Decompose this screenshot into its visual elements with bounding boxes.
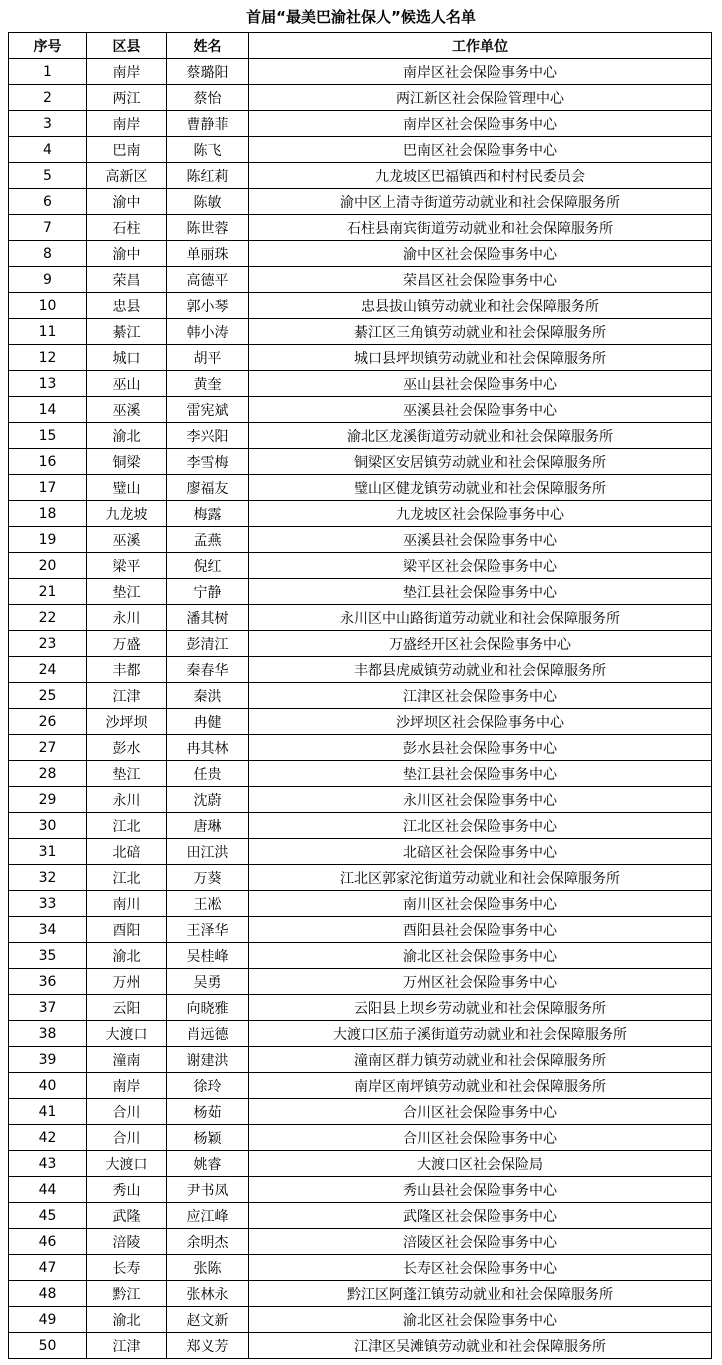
- table-row: [9, 319, 712, 345]
- cell-name: 王泽华: [167, 917, 249, 943]
- cell-name: 余明杰: [167, 1229, 249, 1255]
- cell-district: 酉阳: [87, 917, 167, 943]
- document-title: 首届“最美巴渝社保人”候选人名单: [246, 8, 476, 26]
- cell-number: 27: [9, 735, 87, 761]
- cell-number: 5: [9, 163, 87, 189]
- cell-number: 41: [9, 1099, 87, 1125]
- cell-district: 铜梁: [87, 449, 167, 475]
- table-row: [9, 371, 712, 397]
- cell-workplace: 渝中区上清寺街道劳动就业和社会保障服务所: [249, 189, 712, 215]
- cell-number: 26: [9, 709, 87, 735]
- cell-workplace: 江津区吴滩镇劳动就业和社会保障服务所: [249, 1333, 712, 1359]
- cell-number: 49: [9, 1307, 87, 1333]
- candidate-table: [8, 32, 712, 1359]
- cell-name: 向晓雅: [167, 995, 249, 1021]
- cell-workplace: 黔江区阿蓬江镇劳动就业和社会保障服务所: [249, 1281, 712, 1307]
- cell-district: 长寿: [87, 1255, 167, 1281]
- cell-district: 永川: [87, 787, 167, 813]
- cell-number: 15: [9, 423, 87, 449]
- cell-workplace: 南岸区南坪镇劳动就业和社会保障服务所: [249, 1073, 712, 1099]
- cell-name: 秦洪: [167, 683, 249, 709]
- table-row: [9, 111, 712, 137]
- cell-number: 10: [9, 293, 87, 319]
- cell-name: 冉健: [167, 709, 249, 735]
- cell-workplace: 两江新区社会保险管理中心: [249, 85, 712, 111]
- cell-name: 谢建洪: [167, 1047, 249, 1073]
- cell-workplace: 江北区郭家沱街道劳动就业和社会保障服务所: [249, 865, 712, 891]
- cell-district: 荣昌: [87, 267, 167, 293]
- cell-district: 丰都: [87, 657, 167, 683]
- cell-district: 两江: [87, 85, 167, 111]
- cell-number: 40: [9, 1073, 87, 1099]
- cell-name: 高德平: [167, 267, 249, 293]
- cell-district: 垫江: [87, 761, 167, 787]
- cell-district: 潼南: [87, 1047, 167, 1073]
- cell-workplace: 秀山县社会保险事务中心: [249, 1177, 712, 1203]
- cell-name: 任贵: [167, 761, 249, 787]
- cell-name: 吴桂峰: [167, 943, 249, 969]
- cell-name: 陈红莉: [167, 163, 249, 189]
- cell-number: 11: [9, 319, 87, 345]
- cell-workplace: 永川区中山路街道劳动就业和社会保障服务所: [249, 605, 712, 631]
- cell-workplace: 沙坪坝区社会保险事务中心: [249, 709, 712, 735]
- table-row: [9, 1229, 712, 1255]
- cell-number: 45: [9, 1203, 87, 1229]
- cell-district: 渝北: [87, 1307, 167, 1333]
- cell-number: 32: [9, 865, 87, 891]
- cell-district: 秀山: [87, 1177, 167, 1203]
- table-row: [9, 657, 712, 683]
- cell-number: 25: [9, 683, 87, 709]
- table-row: [9, 85, 712, 111]
- table-row: [9, 189, 712, 215]
- cell-name: 吴勇: [167, 969, 249, 995]
- header-name: 姓名: [167, 33, 249, 59]
- cell-district: 渝北: [87, 423, 167, 449]
- cell-number: 30: [9, 813, 87, 839]
- table-row: [9, 1125, 712, 1151]
- cell-district: 巫溪: [87, 527, 167, 553]
- cell-name: 沈蔚: [167, 787, 249, 813]
- table-row: [9, 553, 712, 579]
- cell-workplace: 巫山县社会保险事务中心: [249, 371, 712, 397]
- cell-number: 37: [9, 995, 87, 1021]
- table-row: [9, 1307, 712, 1333]
- cell-name: 李雪梅: [167, 449, 249, 475]
- table-row: [9, 527, 712, 553]
- cell-district: 南岸: [87, 59, 167, 85]
- cell-name: 彭清江: [167, 631, 249, 657]
- cell-name: 陈世蓉: [167, 215, 249, 241]
- cell-name: 徐玲: [167, 1073, 249, 1099]
- cell-district: 南岸: [87, 111, 167, 137]
- cell-number: 34: [9, 917, 87, 943]
- table-row: [9, 501, 712, 527]
- cell-district: 巴南: [87, 137, 167, 163]
- cell-workplace: 北碚区社会保险事务中心: [249, 839, 712, 865]
- cell-workplace: 渝中区社会保险事务中心: [249, 241, 712, 267]
- cell-number: 7: [9, 215, 87, 241]
- table-row: [9, 605, 712, 631]
- cell-workplace: 渝北区社会保险事务中心: [249, 943, 712, 969]
- cell-district: 九龙坡: [87, 501, 167, 527]
- cell-district: 江北: [87, 865, 167, 891]
- cell-number: 3: [9, 111, 87, 137]
- cell-name: 曹静菲: [167, 111, 249, 137]
- cell-workplace: 云阳县上坝乡劳动就业和社会保障服务所: [249, 995, 712, 1021]
- cell-name: 蔡怡: [167, 85, 249, 111]
- cell-district: 南川: [87, 891, 167, 917]
- cell-district: 江津: [87, 1333, 167, 1359]
- cell-workplace: 九龙坡区社会保险事务中心: [249, 501, 712, 527]
- cell-number: 47: [9, 1255, 87, 1281]
- cell-name: 田江洪: [167, 839, 249, 865]
- cell-name: 郑义芳: [167, 1333, 249, 1359]
- cell-number: 18: [9, 501, 87, 527]
- cell-name: 应江峰: [167, 1203, 249, 1229]
- table-row: [9, 891, 712, 917]
- cell-number: 14: [9, 397, 87, 423]
- cell-workplace: 丰都县虎威镇劳动就业和社会保障服务所: [249, 657, 712, 683]
- cell-workplace: 酉阳县社会保险事务中心: [249, 917, 712, 943]
- cell-name: 唐琳: [167, 813, 249, 839]
- cell-number: 21: [9, 579, 87, 605]
- table-row: [9, 995, 712, 1021]
- cell-number: 22: [9, 605, 87, 631]
- table-row: [9, 1151, 712, 1177]
- table-row: [9, 865, 712, 891]
- cell-name: 陈敏: [167, 189, 249, 215]
- cell-number: 44: [9, 1177, 87, 1203]
- cell-workplace: 潼南区群力镇劳动就业和社会保障服务所: [249, 1047, 712, 1073]
- cell-name: 尹书凤: [167, 1177, 249, 1203]
- cell-number: 17: [9, 475, 87, 501]
- cell-workplace: 武隆区社会保险事务中心: [249, 1203, 712, 1229]
- cell-district: 璧山: [87, 475, 167, 501]
- cell-workplace: 万州区社会保险事务中心: [249, 969, 712, 995]
- cell-name: 王凇: [167, 891, 249, 917]
- cell-name: 黄奎: [167, 371, 249, 397]
- cell-number: 12: [9, 345, 87, 371]
- cell-number: 8: [9, 241, 87, 267]
- cell-number: 1: [9, 59, 87, 85]
- table-row: [9, 1073, 712, 1099]
- cell-name: 赵文新: [167, 1307, 249, 1333]
- cell-name: 孟燕: [167, 527, 249, 553]
- cell-name: 梅露: [167, 501, 249, 527]
- table-row: [9, 1333, 712, 1359]
- cell-district: 梁平: [87, 553, 167, 579]
- cell-name: 李兴阳: [167, 423, 249, 449]
- cell-number: 43: [9, 1151, 87, 1177]
- header-number: 序号: [9, 33, 87, 59]
- cell-name: 雷宪斌: [167, 397, 249, 423]
- cell-workplace: 忠县拔山镇劳动就业和社会保障服务所: [249, 293, 712, 319]
- cell-workplace: 璧山区健龙镇劳动就业和社会保障服务所: [249, 475, 712, 501]
- cell-name: 潘其树: [167, 605, 249, 631]
- cell-name: 张陈: [167, 1255, 249, 1281]
- cell-workplace: 垫江县社会保险事务中心: [249, 579, 712, 605]
- table-row: [9, 787, 712, 813]
- table-row: [9, 813, 712, 839]
- table-row: [9, 1047, 712, 1073]
- cell-name: 秦春华: [167, 657, 249, 683]
- cell-district: 江津: [87, 683, 167, 709]
- cell-number: 9: [9, 267, 87, 293]
- cell-district: 渝中: [87, 189, 167, 215]
- cell-workplace: 南岸区社会保险事务中心: [249, 111, 712, 137]
- table-row: [9, 475, 712, 501]
- cell-number: 6: [9, 189, 87, 215]
- cell-name: 万葵: [167, 865, 249, 891]
- cell-number: 28: [9, 761, 87, 787]
- cell-name: 杨颖: [167, 1125, 249, 1151]
- table-row: [9, 59, 712, 85]
- cell-number: 4: [9, 137, 87, 163]
- cell-name: 杨茹: [167, 1099, 249, 1125]
- cell-district: 合川: [87, 1099, 167, 1125]
- cell-number: 16: [9, 449, 87, 475]
- cell-district: 城口: [87, 345, 167, 371]
- cell-district: 涪陵: [87, 1229, 167, 1255]
- cell-district: 大渡口: [87, 1021, 167, 1047]
- cell-workplace: 綦江区三角镇劳动就业和社会保障服务所: [249, 319, 712, 345]
- cell-number: 31: [9, 839, 87, 865]
- cell-name: 张林永: [167, 1281, 249, 1307]
- cell-district: 巫山: [87, 371, 167, 397]
- cell-workplace: 九龙坡区巴福镇西和村村民委员会: [249, 163, 712, 189]
- cell-workplace: 南岸区社会保险事务中心: [249, 59, 712, 85]
- table-row: [9, 423, 712, 449]
- cell-district: 綦江: [87, 319, 167, 345]
- cell-number: 23: [9, 631, 87, 657]
- table-row: [9, 969, 712, 995]
- table-row: [9, 1255, 712, 1281]
- table-row: [9, 735, 712, 761]
- cell-name: 肖远德: [167, 1021, 249, 1047]
- cell-district: 彭水: [87, 735, 167, 761]
- cell-district: 垫江: [87, 579, 167, 605]
- table-row: [9, 293, 712, 319]
- cell-workplace: 大渡口区社会保险局: [249, 1151, 712, 1177]
- table-row: [9, 579, 712, 605]
- cell-workplace: 垫江县社会保险事务中心: [249, 761, 712, 787]
- cell-workplace: 合川区社会保险事务中心: [249, 1099, 712, 1125]
- table-row: [9, 839, 712, 865]
- table-row: [9, 943, 712, 969]
- cell-name: 郭小琴: [167, 293, 249, 319]
- cell-district: 合川: [87, 1125, 167, 1151]
- cell-district: 江北: [87, 813, 167, 839]
- cell-name: 宁静: [167, 579, 249, 605]
- cell-number: 24: [9, 657, 87, 683]
- cell-workplace: 巫溪县社会保险事务中心: [249, 397, 712, 423]
- cell-number: 42: [9, 1125, 87, 1151]
- cell-number: 39: [9, 1047, 87, 1073]
- cell-workplace: 南川区社会保险事务中心: [249, 891, 712, 917]
- table-row: [9, 917, 712, 943]
- table-row: [9, 397, 712, 423]
- cell-district: 渝北: [87, 943, 167, 969]
- cell-district: 万盛: [87, 631, 167, 657]
- header-workplace: 工作单位: [249, 33, 712, 59]
- cell-district: 云阳: [87, 995, 167, 1021]
- cell-district: 武隆: [87, 1203, 167, 1229]
- cell-number: 13: [9, 371, 87, 397]
- table-row: [9, 1203, 712, 1229]
- cell-workplace: 巴南区社会保险事务中心: [249, 137, 712, 163]
- cell-district: 南岸: [87, 1073, 167, 1099]
- cell-workplace: 石柱县南宾街道劳动就业和社会保障服务所: [249, 215, 712, 241]
- cell-workplace: 彭水县社会保险事务中心: [249, 735, 712, 761]
- cell-workplace: 涪陵区社会保险事务中心: [249, 1229, 712, 1255]
- cell-workplace: 巫溪县社会保险事务中心: [249, 527, 712, 553]
- cell-workplace: 长寿区社会保险事务中心: [249, 1255, 712, 1281]
- cell-workplace: 永川区社会保险事务中心: [249, 787, 712, 813]
- cell-number: 2: [9, 85, 87, 111]
- cell-workplace: 江北区社会保险事务中心: [249, 813, 712, 839]
- cell-district: 渝中: [87, 241, 167, 267]
- cell-district: 巫溪: [87, 397, 167, 423]
- table-row: [9, 241, 712, 267]
- cell-name: 冉其林: [167, 735, 249, 761]
- cell-number: 48: [9, 1281, 87, 1307]
- cell-district: 沙坪坝: [87, 709, 167, 735]
- cell-name: 陈飞: [167, 137, 249, 163]
- cell-district: 北碚: [87, 839, 167, 865]
- cell-name: 单丽珠: [167, 241, 249, 267]
- cell-district: 黔江: [87, 1281, 167, 1307]
- cell-name: 韩小涛: [167, 319, 249, 345]
- cell-workplace: 渝北区社会保险事务中心: [249, 1307, 712, 1333]
- table-row: [9, 683, 712, 709]
- cell-name: 倪红: [167, 553, 249, 579]
- table-row: [9, 1021, 712, 1047]
- table-row: [9, 1177, 712, 1203]
- table-header-row: [9, 33, 712, 59]
- cell-district: 万州: [87, 969, 167, 995]
- cell-district: 石柱: [87, 215, 167, 241]
- cell-number: 20: [9, 553, 87, 579]
- cell-number: 29: [9, 787, 87, 813]
- cell-number: 36: [9, 969, 87, 995]
- cell-workplace: 城口县坪坝镇劳动就业和社会保障服务所: [249, 345, 712, 371]
- table-row: [9, 267, 712, 293]
- cell-workplace: 万盛经开区社会保险事务中心: [249, 631, 712, 657]
- table-row: [9, 163, 712, 189]
- cell-name: 蔡璐阳: [167, 59, 249, 85]
- cell-district: 大渡口: [87, 1151, 167, 1177]
- cell-name: 廖福友: [167, 475, 249, 501]
- table-row: [9, 761, 712, 787]
- cell-workplace: 荣昌区社会保险事务中心: [249, 267, 712, 293]
- table-row: [9, 215, 712, 241]
- cell-district: 忠县: [87, 293, 167, 319]
- cell-workplace: 大渡口区茄子溪街道劳动就业和社会保障服务所: [249, 1021, 712, 1047]
- cell-workplace: 梁平区社会保险事务中心: [249, 553, 712, 579]
- table-row: [9, 345, 712, 371]
- cell-number: 50: [9, 1333, 87, 1359]
- cell-district: 永川: [87, 605, 167, 631]
- table-row: [9, 1281, 712, 1307]
- header-district: 区县: [87, 33, 167, 59]
- cell-workplace: 铜梁区安居镇劳动就业和社会保障服务所: [249, 449, 712, 475]
- cell-number: 35: [9, 943, 87, 969]
- cell-name: 姚睿: [167, 1151, 249, 1177]
- table-row: [9, 709, 712, 735]
- cell-number: 19: [9, 527, 87, 553]
- cell-name: 胡平: [167, 345, 249, 371]
- cell-workplace: 江津区社会保险事务中心: [249, 683, 712, 709]
- cell-number: 33: [9, 891, 87, 917]
- cell-district: 高新区: [87, 163, 167, 189]
- table-row: [9, 1099, 712, 1125]
- table-row: [9, 631, 712, 657]
- cell-workplace: 合川区社会保险事务中心: [249, 1125, 712, 1151]
- table-row: [9, 449, 712, 475]
- table-row: [9, 137, 712, 163]
- cell-workplace: 渝北区龙溪街道劳动就业和社会保障服务所: [249, 423, 712, 449]
- table-body: [9, 59, 712, 1359]
- cell-number: 46: [9, 1229, 87, 1255]
- cell-number: 38: [9, 1021, 87, 1047]
